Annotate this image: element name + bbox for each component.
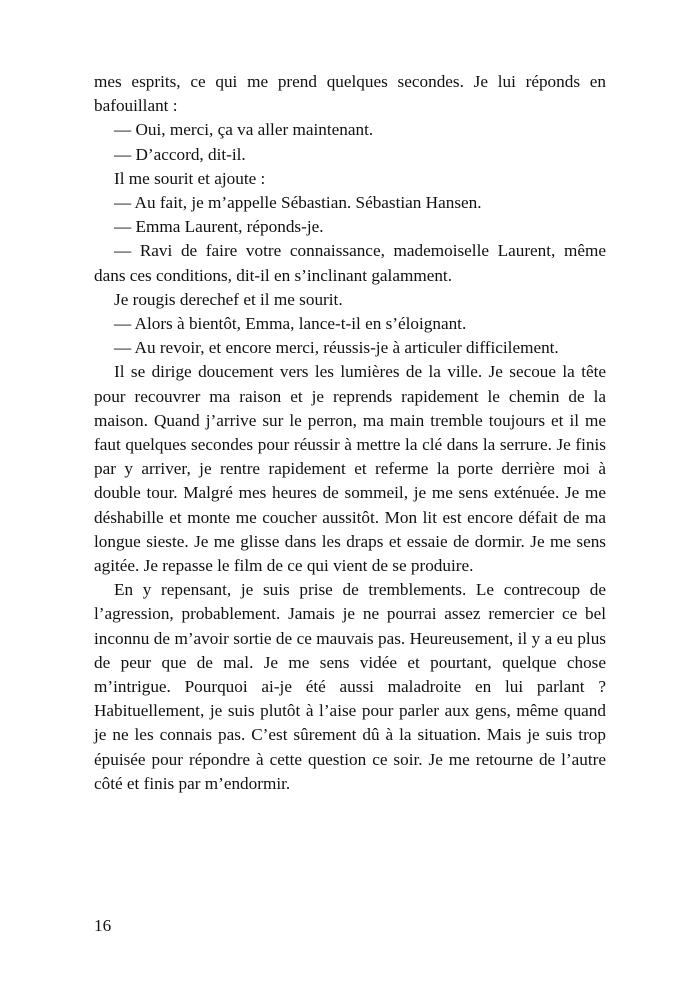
paragraph-1: mes esprits, ce qui me prend quelques secondes. Je lui réponds en bafouillant : <box>94 72 606 116</box>
page-body <box>94 70 606 796</box>
paragraph-5: — Au fait, je m’appelle Sébastian. Sébastian Hansen. <box>114 193 482 213</box>
paragraph-2: — Oui, merci, ça va aller maintenant. <box>114 120 374 140</box>
paragraph-3: — D’accord, dit-il. <box>114 144 246 164</box>
paragraph-12: En y repensant, je suis prise de tremblements. Le contrecoup de l’agression, probablement. Jamais je ne pourrai assez remercier ce bel inconnu de m’avoir sortie de ce mauvais pas. Heureusement, il y a eu plus de peur que de mal. Je me sens vidée et pourtant, quelque chose m’intrigue. Pourquoi ai-je été aussi maladroite en lui parlant ? Habituellement, je suis plutôt à l’aise pour parler aux gens, même quand je ne les connais pas. C’est sûrement dû à la situation. Mais je suis trop épuisée pour répondre à cette question ce soir. Je me retourne de l’autre côté et finis par m’endormir. <box>94 580 606 793</box>
paragraph-4: Il me sourit et ajoute : <box>114 168 266 188</box>
paragraph-6: — Emma Laurent, réponds-je. <box>114 217 324 237</box>
paragraph-11: Il se dirige doucement vers les lumières de la ville. Je secoue la tête pour recouvrer ma raison et je reprends rapidement le chemin de la maison. Quand j’arrive sur le perron, ma main tremble toujours et il me faut quelques secondes pour réussir à mettre la clé dans la serrure. Je finis par y arriver, je rentre rapidement et referme la porte derrière moi à double tour. Malgré mes heures de sommeil, je me sens exténuée. Je me déshabille et monte me coucher aussitôt. Mon lit est encore défait de ma longue sieste. Je me glisse dans les draps et essaie de dormir. Je me sens agitée. Je repasse le film de ce qui vient de se produire. <box>94 362 606 576</box>
paragraph-8: Je rougis derechef et il me sourit. <box>114 289 343 309</box>
paragraph-7: — Ravi de faire votre connaissance, mademoiselle Laurent, même dans ces conditions, dit-il en s’inclinant galamment. <box>94 241 606 285</box>
paragraph-9: — Alors à bientôt, Emma, lance-t-il en s’éloignant. <box>114 314 467 334</box>
page-number: 16 <box>94 916 112 935</box>
paragraph-10: — Au revoir, et encore merci, réussis-je à articuler difficilement. <box>114 338 559 358</box>
